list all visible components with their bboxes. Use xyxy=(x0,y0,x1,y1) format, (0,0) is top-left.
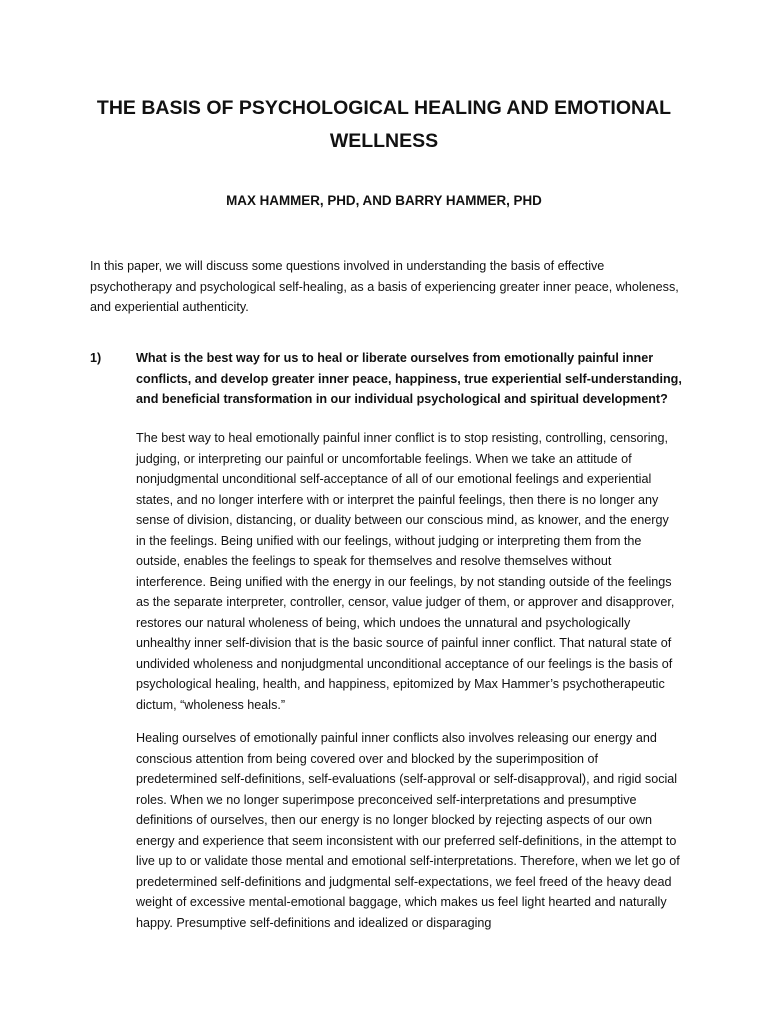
question-1 xyxy=(90,348,686,410)
body-paragraph: The best way to heal emotionally painful inner conflict is to stop resisting, controlling, censoring, judging, or interpreting our painful or uncomfortable feelings. When we take an attitude of nonjudgmental unconditional self-acceptance of all of our emotional feelings and experiential states, and no longer interfere with or interpret the painful feelings, then there is no longer any sense of division, distancing, or duality between our conscious mind, as knower, and the energy in the feelings. Being unified with our feelings, without judging or interpreting them from the outside, enables the feelings to speak for themselves and resolve themselves without interference. Being unified with the energy in our feelings, by not standing outside of the feelings as the separate interpreter, controller, censor, value judger of them, or approver and disapprover, restores our natural wholeness of being, which undoes the unnatural and psychologically unhealthy inner self-division that is the basic source of painful inner conflict. That natural state of undivided wholeness and nonjudgmental unconditional acceptance of our feelings is the basis of psychological healing, health, and happiness, epitomized by Max Hammer’s psychotherapeutic dictum, “wholeness heals.” xyxy=(136,431,675,712)
intro-paragraph: In this paper, we will discuss some questions involved in understanding the basis of effective psychotherapy and psychological self-healing, as a basis of experiencing greater inner peace, wholeness, and experiential authenticity. xyxy=(90,259,679,314)
question-number: 1) xyxy=(90,351,102,365)
question-text: What is the best way for us to heal or liberate ourselves from emotionally painful inner conflicts, and develop greater inner peace, happiness, true experiential self-understanding, and beneficial transformation in our individual psychological and spiritual development? xyxy=(136,351,682,406)
document-title: THE BASIS OF PSYCHOLOGICAL HEALING AND EMOTIONAL WELLNESS xyxy=(96,97,672,152)
document-authors: MAX HAMMER, PHD, AND BARRY HAMMER, PHD xyxy=(226,193,542,208)
body-paragraph: Healing ourselves of emotionally painful inner conflicts also involves releasing our energy and conscious attention from being covered over and blocked by the superimposition of predetermined self-definitions, self-evaluations (self-approval or self-disapproval), and rigid social roles. When we no longer superimpose preconceived self-interpretations and presumptive definitions of ourselves, then our energy is no longer blocked by rejecting aspects of our own energy and experience that seem inconsistent with our preferred self-definitions, in the attempt to live up to or validate those mental and emotional self-interpretations. Therefore, when we let go of predetermined self-definitions and judgmental self-expectations, we feel freed of the heavy dead weight of excessive mental-emotional baggage, which makes us feel light hearted and naturally happy. Presumptive self-definitions and idealized or disparaging xyxy=(136,731,680,930)
